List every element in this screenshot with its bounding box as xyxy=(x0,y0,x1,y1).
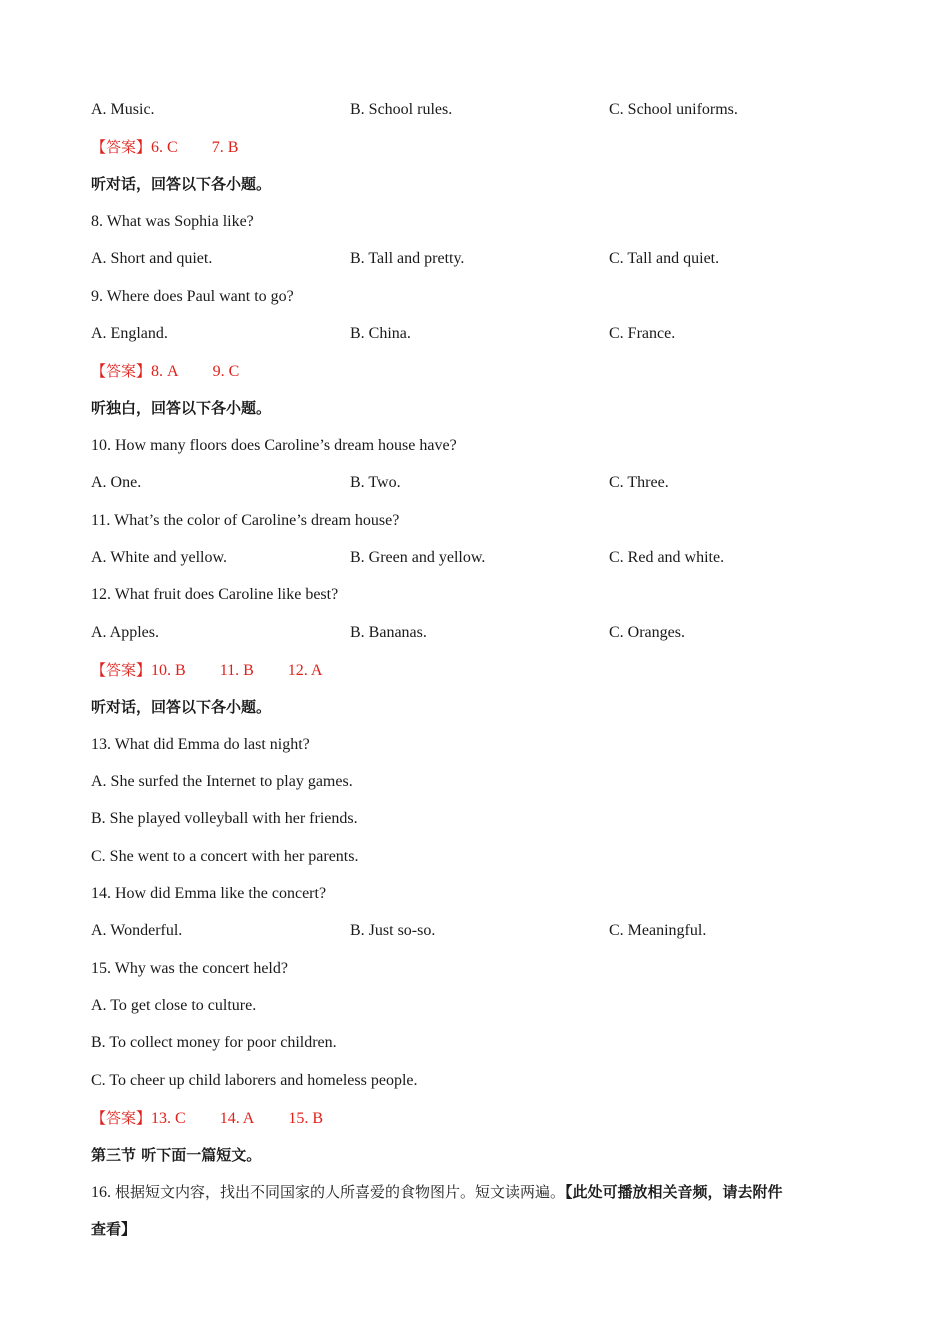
option-b: B. To collect money for poor children. xyxy=(91,1034,337,1051)
answer-item: 13. C xyxy=(151,1110,186,1127)
option-a: A. To get close to culture. xyxy=(91,997,257,1014)
question-12: 12. What fruit does Caroline like best? xyxy=(91,586,339,603)
option-a: A. Short and quiet. xyxy=(91,250,213,267)
question-number: 16. xyxy=(91,1184,111,1201)
option-a: A. Apples. xyxy=(91,624,159,641)
option-b: B. Green and yellow. xyxy=(350,549,486,566)
option-c: C. France. xyxy=(609,325,676,342)
audio-note: 【此处可播放相关音频，请去附件 xyxy=(565,1183,783,1201)
question-8: 8. What was Sophia like? xyxy=(91,213,254,230)
option-a: A. One. xyxy=(91,474,142,491)
answer-item: 8. A xyxy=(151,363,179,380)
answer-label: 【答案】 xyxy=(91,138,152,156)
option-c: C. Meaningful. xyxy=(609,922,707,939)
section-heading: 听对话，回答以下各小题。 xyxy=(91,698,272,716)
section-heading: 听对话，回答以下各小题。 xyxy=(91,175,272,193)
option-a: A. England. xyxy=(91,325,168,342)
option-b: B. Tall and pretty. xyxy=(350,250,465,267)
answer-label: 【答案】 xyxy=(91,1109,152,1127)
option-a: A. Music. xyxy=(91,101,155,118)
answer-label: 【答案】 xyxy=(91,362,152,380)
answer-6-7 xyxy=(91,135,238,159)
question-text: 根据短文内容，找出不同国家的人所喜爱的食物图片。短文读两遍。 xyxy=(115,1183,566,1201)
answer-item: 14. A xyxy=(219,1110,255,1127)
section-heading: 听独白，回答以下各小题。 xyxy=(91,399,272,417)
question-11: 11. What’s the color of Caroline’s dream house? xyxy=(91,512,400,529)
section-3-heading: 第三节 听下面一篇短文。 xyxy=(91,1146,262,1164)
question-10: 10. How many floors does Caroline’s dream house have? xyxy=(91,437,457,454)
answer-item: 15. B xyxy=(288,1110,324,1127)
answer-item: 9. C xyxy=(212,363,240,380)
option-b: B. School rules. xyxy=(350,101,453,118)
option-c: C. She went to a concert with her parents. xyxy=(91,848,359,865)
option-c: C. Red and white. xyxy=(609,549,725,566)
option-a: A. She surfed the Internet to play games. xyxy=(91,773,353,790)
option-c: C. Tall and quiet. xyxy=(609,250,720,267)
answer-item: 12. A xyxy=(287,662,323,679)
answer-item: 7. B xyxy=(211,139,239,156)
option-a: A. White and yellow. xyxy=(91,549,227,566)
question-16 xyxy=(91,1174,861,1248)
option-b: B. Two. xyxy=(350,474,401,491)
question-14: 14. How did Emma like the concert? xyxy=(91,885,327,902)
answer-8-9 xyxy=(91,359,239,383)
answer-item: 10. B xyxy=(151,662,186,679)
option-b: B. Bananas. xyxy=(350,624,427,641)
question-13: 13. What did Emma do last night? xyxy=(91,736,310,753)
option-c: C. School uniforms. xyxy=(609,101,738,118)
answer-10-12 xyxy=(91,658,322,682)
option-a: A. Wonderful. xyxy=(91,922,183,939)
option-c: C. To cheer up child laborers and homeless people. xyxy=(91,1072,418,1089)
option-c: C. Three. xyxy=(609,474,669,491)
option-b: B. China. xyxy=(350,325,411,342)
answer-item: 11. B xyxy=(219,662,254,679)
answer-label: 【答案】 xyxy=(91,661,152,679)
question-9: 9. Where does Paul want to go? xyxy=(91,288,294,305)
question-15: 15. Why was the concert held? xyxy=(91,960,288,977)
option-b: B. Just so-so. xyxy=(350,922,436,939)
option-b: B. She played volleyball with her friends. xyxy=(91,810,358,827)
answer-item: 6. C xyxy=(151,139,178,156)
option-c: C. Oranges. xyxy=(609,624,685,641)
audio-note-continued: 查看】 xyxy=(91,1220,137,1238)
answer-13-15 xyxy=(91,1106,323,1130)
